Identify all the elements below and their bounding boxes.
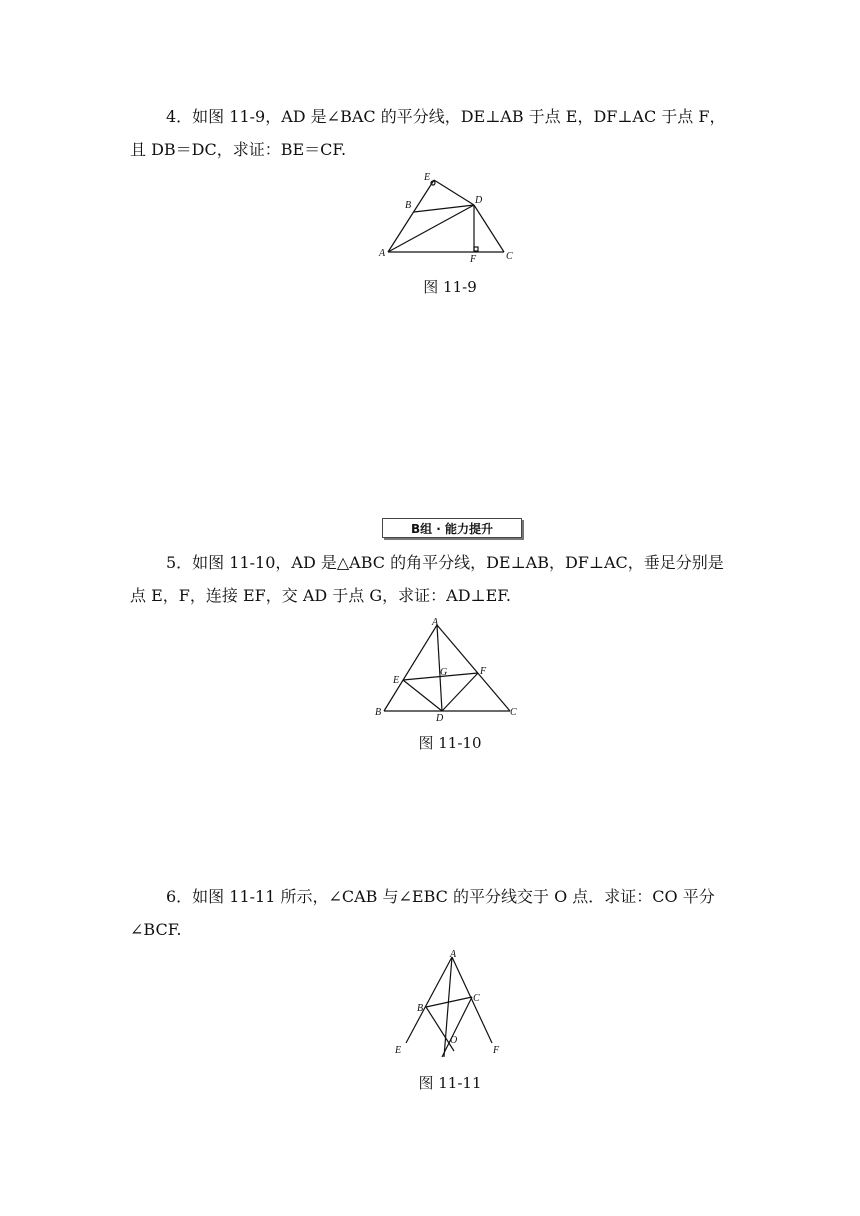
label-b: B	[417, 1003, 424, 1014]
line-ae	[406, 957, 452, 1043]
label-e: E	[393, 675, 400, 686]
line-ed	[434, 180, 474, 205]
line-ae	[388, 180, 434, 252]
problem-6-line1: 6．如图 11-11 所示，∠CAB 与∠EBC 的平分线交于 O 点．求证：CO 平分	[166, 887, 715, 906]
label-e: E	[424, 172, 431, 183]
right-angle-mark-f	[474, 247, 478, 251]
problem-6-line2: ∠BCF.	[130, 920, 182, 939]
line-ad	[388, 205, 474, 252]
problem-4-text	[130, 100, 730, 166]
label-f: F	[470, 254, 477, 265]
label-e: E	[395, 1045, 402, 1056]
label-a: A	[450, 949, 457, 960]
label-a: A	[379, 248, 386, 259]
line-ac	[437, 625, 510, 711]
figure-11-9	[376, 168, 526, 266]
problem-5-text	[130, 546, 730, 612]
figure-11-9-caption: 图 11-9	[423, 278, 477, 296]
label-c: C	[506, 251, 513, 262]
label-c: C	[510, 707, 517, 718]
label-d: D	[436, 713, 444, 724]
label-c: C	[473, 993, 480, 1004]
label-b: B	[405, 200, 412, 211]
label-d: D	[475, 195, 483, 206]
label-f: F	[493, 1045, 500, 1056]
problem-5-line1: 5．如图 11-10，AD 是△ABC 的角平分线，DE⊥AB，DF⊥AC，垂足分别是	[166, 553, 724, 572]
section-badge: B组 · 能力提升	[382, 518, 522, 538]
problem-4-line1: 4．如图 11-9，AD 是∠BAC 的平分线，DE⊥AB 于点 E，DF⊥AC 于点 F，	[166, 107, 726, 126]
label-b: B	[375, 707, 382, 718]
problem-5-line2: 点 E，F，连接 EF，交 AD 于点 G，求证：AD⊥EF.	[130, 586, 511, 605]
figure-11-10-caption: 图 11-10	[418, 734, 482, 752]
problem-4-line2: 且 DB＝DC，求证：BE＝CF.	[130, 140, 347, 159]
figure-11-11	[380, 945, 520, 1065]
label-g: G	[440, 667, 448, 678]
line-dc	[474, 205, 504, 252]
figure-11-10	[370, 615, 530, 723]
label-o: O	[450, 1035, 458, 1046]
figure-11-11-caption: 图 11-11	[418, 1074, 482, 1092]
line-fd	[442, 673, 478, 711]
label-a: A	[432, 617, 439, 628]
label-f: F	[480, 666, 487, 677]
line-ed	[403, 680, 442, 711]
problem-6-text	[130, 880, 730, 946]
line-bd	[414, 205, 474, 212]
line-ab	[384, 625, 437, 711]
